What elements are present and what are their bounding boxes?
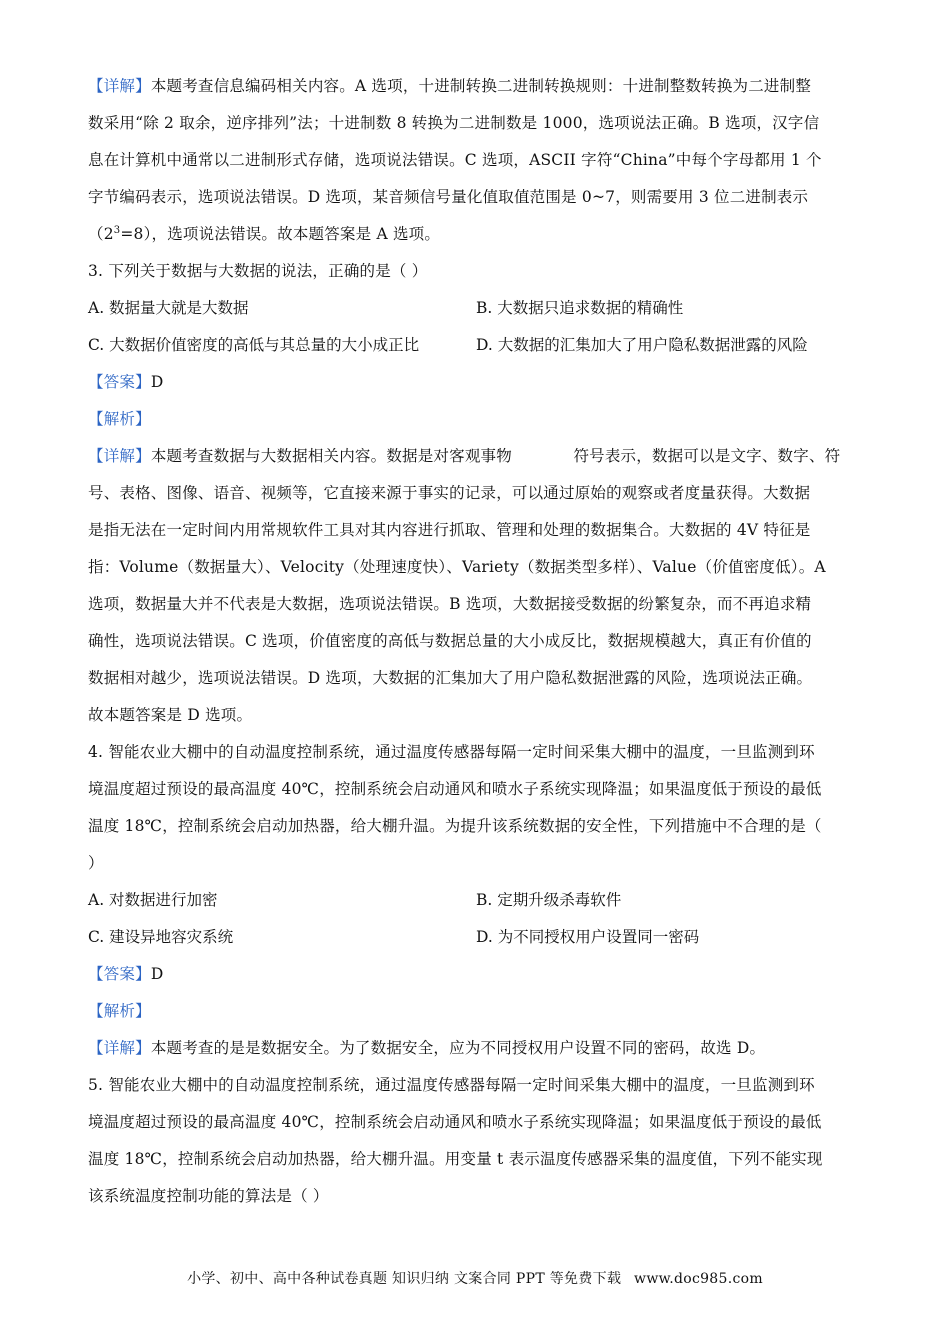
explain-line: $(2^3=8)$，选项说法错误。故本题答案是 A 选项。 [88,224,441,243]
question-stem: 温度 18℃，控制系统会启动加热器，给大棚升温。用变量 t 表示温度传感器采集的温度值，下列不能实现 [88,1150,823,1168]
option-d: D. 为不同授权用户设置同一密码 [476,928,700,946]
detail-line: 号、表格、图像、语音、视频等，它直接来源于事实的记录，可以通过原始的观察或者度量获得。大数据 [88,484,811,502]
answer-line [88,956,864,993]
page-footer [0,1268,950,1288]
detail-line: 确性，选项说法错误。C 选项，价值密度的高低与数据总量的大小成反比，数据规模越大，真正有价值的 [88,632,812,650]
options-row [88,882,864,919]
question-stem: 5. 智能农业大棚中的自动温度控制系统，通过温度传感器每隔一定时间采集大棚中的温度，一旦监测到环 [88,1076,815,1094]
option-c: C. 大数据价值密度的高低与其总量的大小成正比 [88,336,420,354]
explain-line: 息在计算机中通常以二进制形式存储，选项说法错误。C 选项，ASCII 字符“China”中每个字母都用 1 个 [88,151,822,169]
answer-value: D [150,965,164,983]
detail-line: 【详解】本题考查的是是数据安全。为了数据安全，应为不同授权用户设置不同的密码，故选 D。 [88,1039,766,1057]
analysis-tag: 【解析】 [88,1002,151,1020]
answer-tag: 【答案】 [88,965,151,983]
analysis-tag: 【解析】 [88,410,151,428]
answer-tag: 【答案】 [88,373,151,391]
question-stem: ） [88,854,104,872]
option-b: B. 大数据只追求数据的精确性 [476,299,684,317]
document-page [88,68,864,1215]
question-stem: 该系统温度控制功能的算法是（ ） [88,1187,329,1205]
detail-line: 指：Volume（数据量大）、Velocity（处理速度快）、Variety（数据类型多样）、Value（价值密度低）。A [88,558,826,576]
question-4 [88,734,864,1067]
detail-line: 数据相对越少，选项说法错误。D 选项，大数据的汇集加大了用户隐私数据泄露的风险，选项说法正确。 [88,669,813,687]
question-stem: 4. 智能农业大棚中的自动温度控制系统，通过温度传感器每隔一定时间采集大棚中的温度，一旦监测到环 [88,743,815,761]
question-stem: 境温度超过预设的最高温度 40℃，控制系统会启动通风和喷水子系统实现降温；如果温度低于预设的最低 [88,1113,822,1131]
question-5 [88,1067,864,1215]
detail-tag: 【详解】 [88,1039,151,1057]
analysis-line [88,993,864,1030]
explain-line: 字节编码表示，选项说法错误。D 选项，某音频信号量化值取值范围是 0~7，则需要用 3 位二进制表示 [88,188,809,206]
options-row [88,290,864,327]
options-row [88,919,864,956]
answer-line [88,364,864,401]
option-c: C. 建设异地容灾系统 [88,928,234,946]
option-a: A. 数据量大就是大数据 [88,299,249,317]
detail-line: 选项，数据量大并不代表是大数据，选项说法错误。B 选项，大数据接受数据的纷繁复杂，而不再追求精 [88,595,812,613]
detail-line: 故本题答案是 D 选项。 [88,706,253,724]
detail-tag: 【详解】 [88,447,151,465]
footer-url[interactable]: www.doc985.com [634,1271,763,1287]
option-b: B. 定期升级杀毒软件 [476,891,622,909]
question-stem: 境温度超过预设的最高温度 40℃，控制系统会启动通风和喷水子系统实现降温；如果温度低于预设的最低 [88,780,822,798]
question-3 [88,253,864,734]
explain-line: 【详解】本题考查信息编码相关内容。A 选项，十进制转换二进制转换规则：十进制整数转换为二进制整 [88,77,812,95]
explain-block-q2 [88,68,864,253]
detail-tag: 【详解】 [88,77,151,95]
question-stem: 3. 下列关于数据与大数据的说法，正确的是（ ） [88,262,428,280]
footer-text: 小学、初中、高中各种试卷真题 知识归纳 文案合同 PPT 等免费下载 [187,1271,622,1287]
question-stem: 温度 18℃，控制系统会启动加热器，给大棚升温。为提升该系统数据的安全性，下列措施中不合理的是（ [88,817,822,835]
explain-line: 数采用“除 2 取余，逆序排列”法；十进制数 8 转换为二进制数是 1000，选项说法正确。B 选项，汉字信 [88,114,820,132]
option-a: A. 对数据进行加密 [88,891,218,909]
detail-line: 是指无法在一定时间内用常规软件工具对其内容进行抓取、管理和处理的数据集合。大数据的 4V 特征是 [88,521,811,539]
option-d: D. 大数据的汇集加大了用户隐私数据泄露的风险 [476,336,808,354]
analysis-line [88,401,864,438]
answer-value: D [150,373,164,391]
detail-line: 【详解】本题考查数据与大数据相关内容。数据是对客观事物 符号表示，数据可以是文字、数字、符 [88,447,841,465]
options-row [88,327,864,364]
